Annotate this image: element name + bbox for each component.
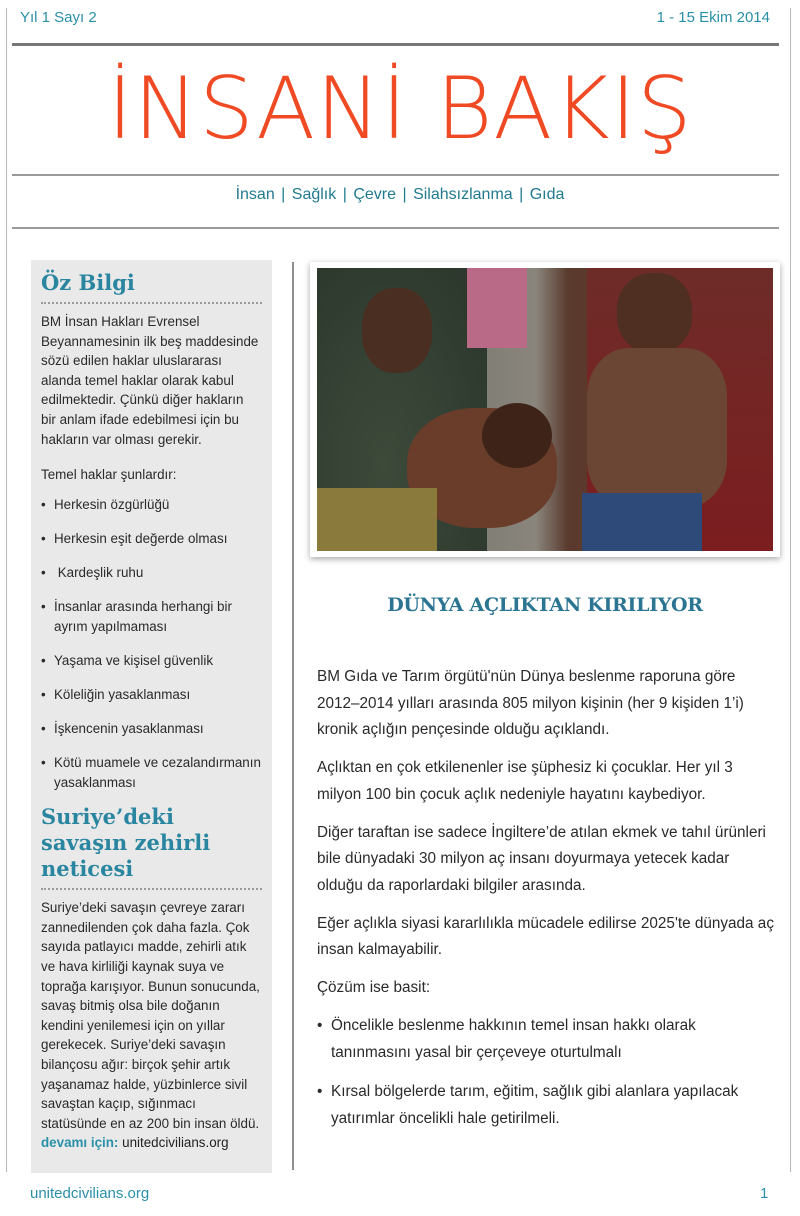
list-item: • Kardeşlik ruhu — [41, 563, 262, 583]
page-border-left — [6, 8, 7, 1172]
read-more-label: devamı için: — [41, 1135, 119, 1151]
list-item: • İşkencenin yasaklanması — [41, 719, 262, 739]
nav-item-insan[interactable]: İnsan — [235, 186, 275, 203]
column-divider — [292, 262, 294, 1170]
article-paragraph: Diğer taraftan ise sadece İngiltere’de atılan ekmek ve tahıl ürünleri bile dünyadaki 30 milyon aç insanı doyurmaya yetecek kadar olduğu da raporlardaki bilgiler arasında. — [317, 823, 766, 894]
read-more — [41, 1133, 262, 1153]
sidebar-box1-intro: BM İnsan Hakları Evrensel Beyannamesinin ilk beş maddesinde sözü edilen haklar uluslararası alanda temel haklar olarak kabul edilmektedir. Çünkü diğer hakların bir anlam ifade edebilmesi için bu hakların var olması gerekir. — [41, 314, 259, 447]
article-headline: DÜNYA AÇLIKTAN KIRILIYOR — [387, 594, 703, 616]
nav-rule-top — [12, 174, 779, 176]
sidebar-list-intro: Temel haklar şunlardır: — [41, 467, 177, 483]
article-body — [317, 664, 777, 1145]
page-number: 1 — [760, 1185, 769, 1202]
issue-number: Yıl 1 Sayı 2 — [20, 9, 97, 26]
nav-item-cevre[interactable]: Çevre — [353, 186, 396, 203]
nav-item-gida[interactable]: Gıda — [529, 186, 565, 203]
nav-separator: | — [342, 186, 347, 203]
page-border-right — [790, 8, 791, 1172]
read-more-link[interactable]: unitedcivilians.org — [122, 1135, 229, 1151]
list-item: • Herkesin özgürlüğü — [41, 495, 262, 515]
nav-separator: | — [281, 186, 286, 203]
section-nav — [0, 186, 800, 204]
sidebar-box2-body: Suriye’deki savaşın çevreye zararı zannedilenden çok daha fazla. Çok sayıda patlayıcı madde, zehirli atık ve hava kirliliği kaynak suya ve toprağa karışıyor. Bunun sonucunda, savaş bitmiş olsa bile doğanın kendini yenilemesi için on yıllar gerekecek. Suriye’deki savaşın bilançosu ağır: birçok şehir artık yaşanamaz halde, yüzbinlerce sivil savaştan kaçıp, sığınmacı statüsünde en az 200 bin insan öldü. — [41, 900, 260, 1131]
nav-rule-bottom — [12, 227, 779, 229]
solution-list — [317, 1013, 777, 1132]
header-rule — [12, 43, 779, 46]
article-paragraph: BM Gıda ve Tarım örgütü'nün Dünya beslenme raporuna göre 2012–2014 yılları arasında 805 milyon kişinin (her 9 kişiden 1’i) kronik açlığın pençesinde olduğu açıklandı. — [317, 668, 744, 738]
nav-item-saglik[interactable]: Sağlık — [291, 186, 337, 203]
list-item: • Köleliğin yasaklanması — [41, 685, 262, 705]
list-item: • Öncelikle beslenme hakkının temel insan hakkı olarak tanınmasını yasal bir çerçeveye oturtulmalı — [317, 1013, 777, 1066]
article-photo — [317, 268, 773, 551]
article-paragraph: Çözüm ise basit: — [317, 979, 431, 996]
article-paragraph: Açlıktan en çok etkilenenler ise şüphesiz ki çocuklar. Her yıl 3 milyon 100 bin çocuk açlık nedeniyle hayatını kaybediyor. — [317, 759, 733, 803]
issue-date: 1 - 15 Ekim 2014 — [656, 9, 770, 26]
masthead-title: İNSANİ BAKIŞ — [107, 59, 693, 159]
list-item: • Kötü muamele ve cezalandırmanın yasaklanması — [41, 753, 262, 792]
footer-website-link[interactable]: unitedcivilians.org — [30, 1185, 150, 1202]
sidebar-box2-title: Suriye’deki savaşın zehirli neticesi — [41, 804, 211, 882]
sidebar-box1-title: Öz Bilgi — [41, 270, 135, 295]
nav-separator: | — [402, 186, 407, 203]
list-item: • İnsanlar arasında herhangi bir ayrım yapılmaması — [41, 597, 262, 636]
article-photo-frame — [310, 262, 780, 557]
dotted-divider — [41, 888, 262, 890]
list-item: • Kırsal bölgelerde tarım, eğitim, sağlık gibi alanlara yapılacak yatırımlar öncelikli hale getirilmeli. — [317, 1079, 777, 1132]
rights-list — [41, 495, 262, 792]
nav-item-silahsizlanma[interactable]: Silahsızlanma — [413, 186, 513, 203]
list-item: • Herkesin eşit değerde olması — [41, 529, 262, 549]
sidebar — [31, 260, 272, 1173]
dotted-divider — [41, 302, 262, 304]
list-item: • Yaşama ve kişisel güvenlik — [41, 651, 262, 671]
article-paragraph: Eğer açlıkla siyasi kararlılıkla mücadele edilirse 2025'te dünyada aç insan kalmayabilir. — [317, 914, 774, 958]
nav-separator: | — [519, 186, 524, 203]
